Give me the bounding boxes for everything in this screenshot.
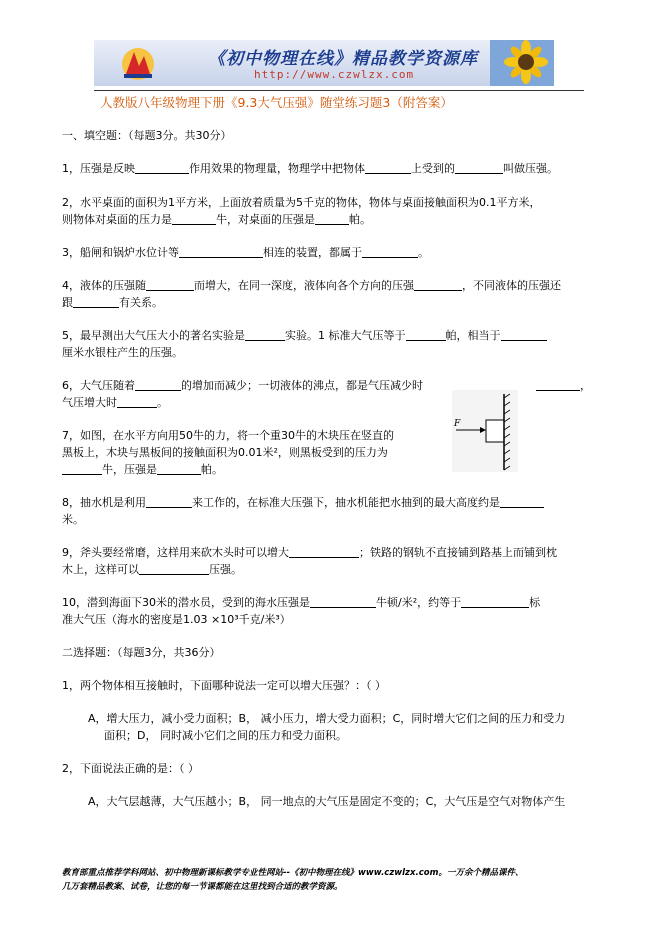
wood-block bbox=[486, 420, 504, 442]
mc-question-1-options-line1: A，增大压力，减小受力面积；B， 减小压力，增大受力面积；C，同时增大它们之间的压力和受力 bbox=[88, 712, 566, 725]
section2-heading: 二选择题：（每题3分，共36分） bbox=[62, 646, 221, 659]
question-7-line3: 牛，压强是 帕。 bbox=[62, 461, 223, 477]
question-5-line1: 5，最早测出大气压大小的著名实验是 实验。1 标准大气压等于 帕，相当于 bbox=[62, 327, 547, 343]
question-2-line2: 则物体对桌面的压力是 牛，对桌面的压强是 帕。 bbox=[62, 213, 371, 226]
question-7-line2: 黑板上，木块与黑板间的接触面积为0.01米²，则黑板受到的压力为 bbox=[62, 446, 388, 459]
sunflower-icon bbox=[490, 40, 554, 86]
banner-url: http://www.czwlzx.com bbox=[254, 68, 415, 81]
question-5-line2: 厘米水银柱产生的压强。 bbox=[62, 346, 183, 359]
mc-question-1: 1，两个物体相互接触时，下面哪种说法一定可以增大压强？：（ ） bbox=[62, 679, 386, 692]
mc-question-2-options-line1: A，大气层越薄，大气压越小；B， 同一地点的大气压是固定不变的；C，大气压是空气对物体产生 bbox=[88, 795, 566, 808]
question-10-line2: 准大气压（海水的密度是1.03 ×10³千克/米³） bbox=[62, 613, 291, 626]
question-9-line1: 9，斧头要经常磨，这样用来砍木头时可以增大 ；铁路的钢轨不直接铺到路基上而铺到枕 bbox=[62, 546, 557, 559]
question-7-line1: 7，如图，在水平方向用50牛的力，将一个重30牛的木块压在竖直的 bbox=[62, 429, 394, 442]
question-6-line2: 气压增大时 。 bbox=[62, 396, 168, 409]
page-title: 人教版八年级物理下册《9.3大气压强》随堂练习题3（附答案） bbox=[100, 95, 453, 110]
question-4-line2: 跟 有关系。 bbox=[62, 296, 163, 309]
header-rule bbox=[94, 90, 584, 91]
mc-question-1-options-line2: 面积；D， 同时减小它们之间的压力和受力面积。 bbox=[104, 729, 347, 742]
question-2-line1: 2，水平桌面的面积为1平方米，上面放着质量为5千克的物体，物体与桌面接触面积为0.1平方米， bbox=[62, 196, 541, 209]
question-8-line2: 米。 bbox=[62, 513, 84, 526]
footer-line-2: 几万套精品教案、试卷，让您的每一节课都能在这里找到合适的教学资源。 bbox=[62, 882, 343, 892]
question-6-line1: 6，大气压随着 的增加而减少；一切液体的沸点，都是气压减少时 bbox=[62, 379, 423, 392]
question-4-line1: 4，液体的压强随 而增大，在同一深度，液体向各个方向的压强 ，不同液体的压强还 bbox=[62, 279, 561, 292]
question-8-line1: 8，抽水机是利用 来工作的，在标准大压强下，抽水机能把水抽到的最大高度约是 bbox=[62, 494, 544, 510]
question-10-line1: 10，潜到海面下30米的潜水员，受到的海水压强是 牛顿/米²，约等于 标 bbox=[62, 596, 541, 609]
mc-question-2: 2，下面说法正确的是：（ ） bbox=[62, 762, 199, 775]
logo-icon bbox=[120, 46, 156, 82]
section1-heading: 一、填空题：（每题3分。共30分） bbox=[62, 129, 232, 142]
question-6-line1-end: ， bbox=[536, 377, 591, 393]
header-banner bbox=[94, 40, 554, 86]
banner-title: 《初中物理在线》精品教学资源库 bbox=[208, 49, 478, 69]
question-9-line2: 木上，这样可以 压强。 bbox=[62, 563, 242, 576]
page-footer bbox=[62, 866, 523, 894]
footer-line-1: 教育部重点推荐学科网站、初中物理新课标教学专业性网站--《初中物理在线》www.czwlzx.com。一万余个精品课件、 bbox=[62, 868, 524, 878]
question-3: 3，船闸和锅炉水位计等 相连的装置，都属于 。 bbox=[62, 246, 429, 259]
question-1: 1，压强是反映 作用效果的物理量，物理学中把物体 上受到的 叫做压强。 bbox=[62, 162, 558, 175]
force-diagram bbox=[452, 390, 518, 472]
force-label: F bbox=[454, 419, 461, 429]
